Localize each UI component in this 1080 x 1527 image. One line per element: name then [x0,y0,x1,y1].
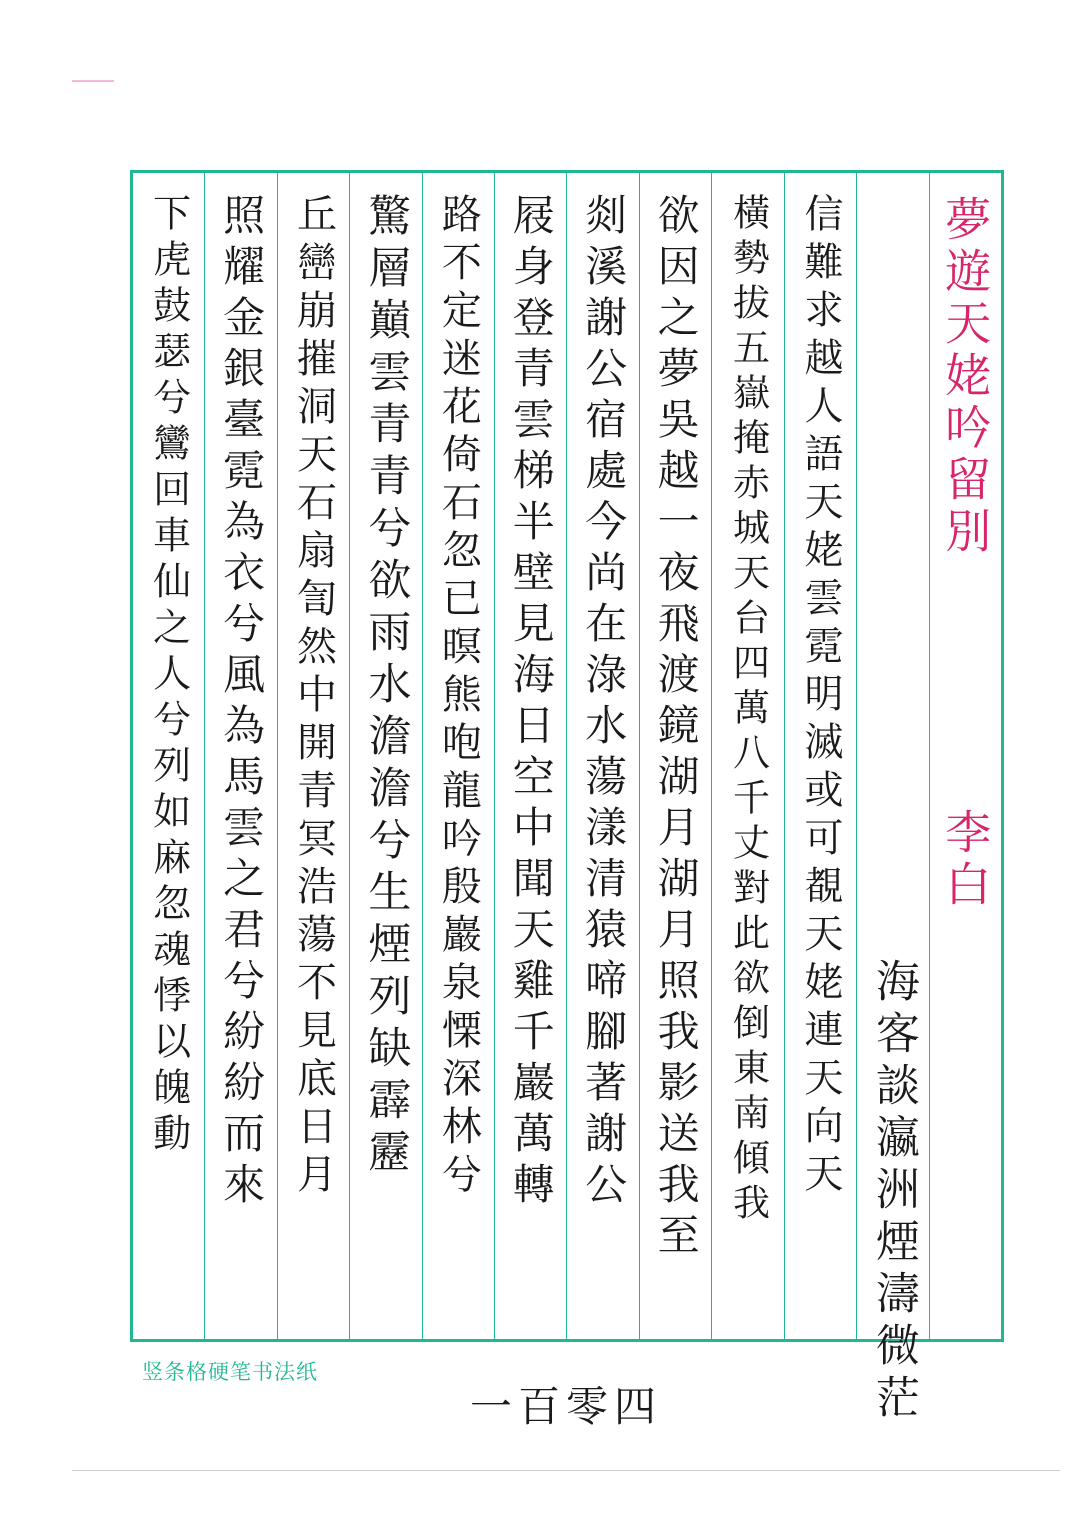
column-text: 剡溪謝公宿處今尚在淥水蕩漾清猿啼腳著謝公 [579,193,629,1213]
text-column-5 [566,173,638,1339]
column-text: 驚層巔雲青青兮欲雨水澹澹兮生煙列缺霹靂 [361,193,412,1181]
text-column-2 [784,173,856,1339]
paper-type-label: 竖条格硬笔书法纸 [142,1360,318,1384]
text-column-9 [277,173,349,1339]
column-text: 信難求越人語天姥雲霓明滅或可覩天姥連天向天 [797,193,843,1201]
column-text: 丘巒崩摧洞天石扇訇然中開青冥浩蕩不見底日月 [290,193,337,1201]
column-text: 欲因之夢吳越一夜飛渡鏡湖月湖月照我影送我至 [651,193,701,1264]
text-column-6 [494,173,566,1339]
text-column-11 [133,173,204,1339]
poem-title: 夢遊天姥吟留別 [938,195,993,559]
text-column-8 [349,173,421,1339]
column-text: 路不定迷花倚石忽已暝熊咆龍吟殷巖泉慄深林兮 [435,193,482,1201]
text-column-4 [639,173,711,1339]
column-text: 屐身登青雲梯半壁見海日空中聞天雞千巖萬轉 [506,193,556,1213]
bottom-divider [72,1470,1060,1471]
column-text: 照耀金銀臺霓為衣兮風為馬雲之君兮紛紛而來 [217,193,267,1213]
text-column-1 [856,173,928,1426]
poem-author: 李白 [938,808,993,912]
text-column-10 [204,173,276,1339]
text-column-7 [422,173,494,1339]
column-text: 海客談瀛洲煙濤微茫 [867,958,919,1426]
page-number: 一百零四 [470,1382,663,1431]
column-text: 橫勢拔五嶽掩赤城天台四萬八千丈對此欲倒東南傾我 [726,193,770,1228]
title-column [929,173,1001,1339]
corner-mark [72,80,114,82]
column-text: 下虎鼓瑟兮鸞回車仙之人兮列如麻忽魂悸以魄動 [146,193,191,1159]
text-column-3 [711,173,783,1339]
